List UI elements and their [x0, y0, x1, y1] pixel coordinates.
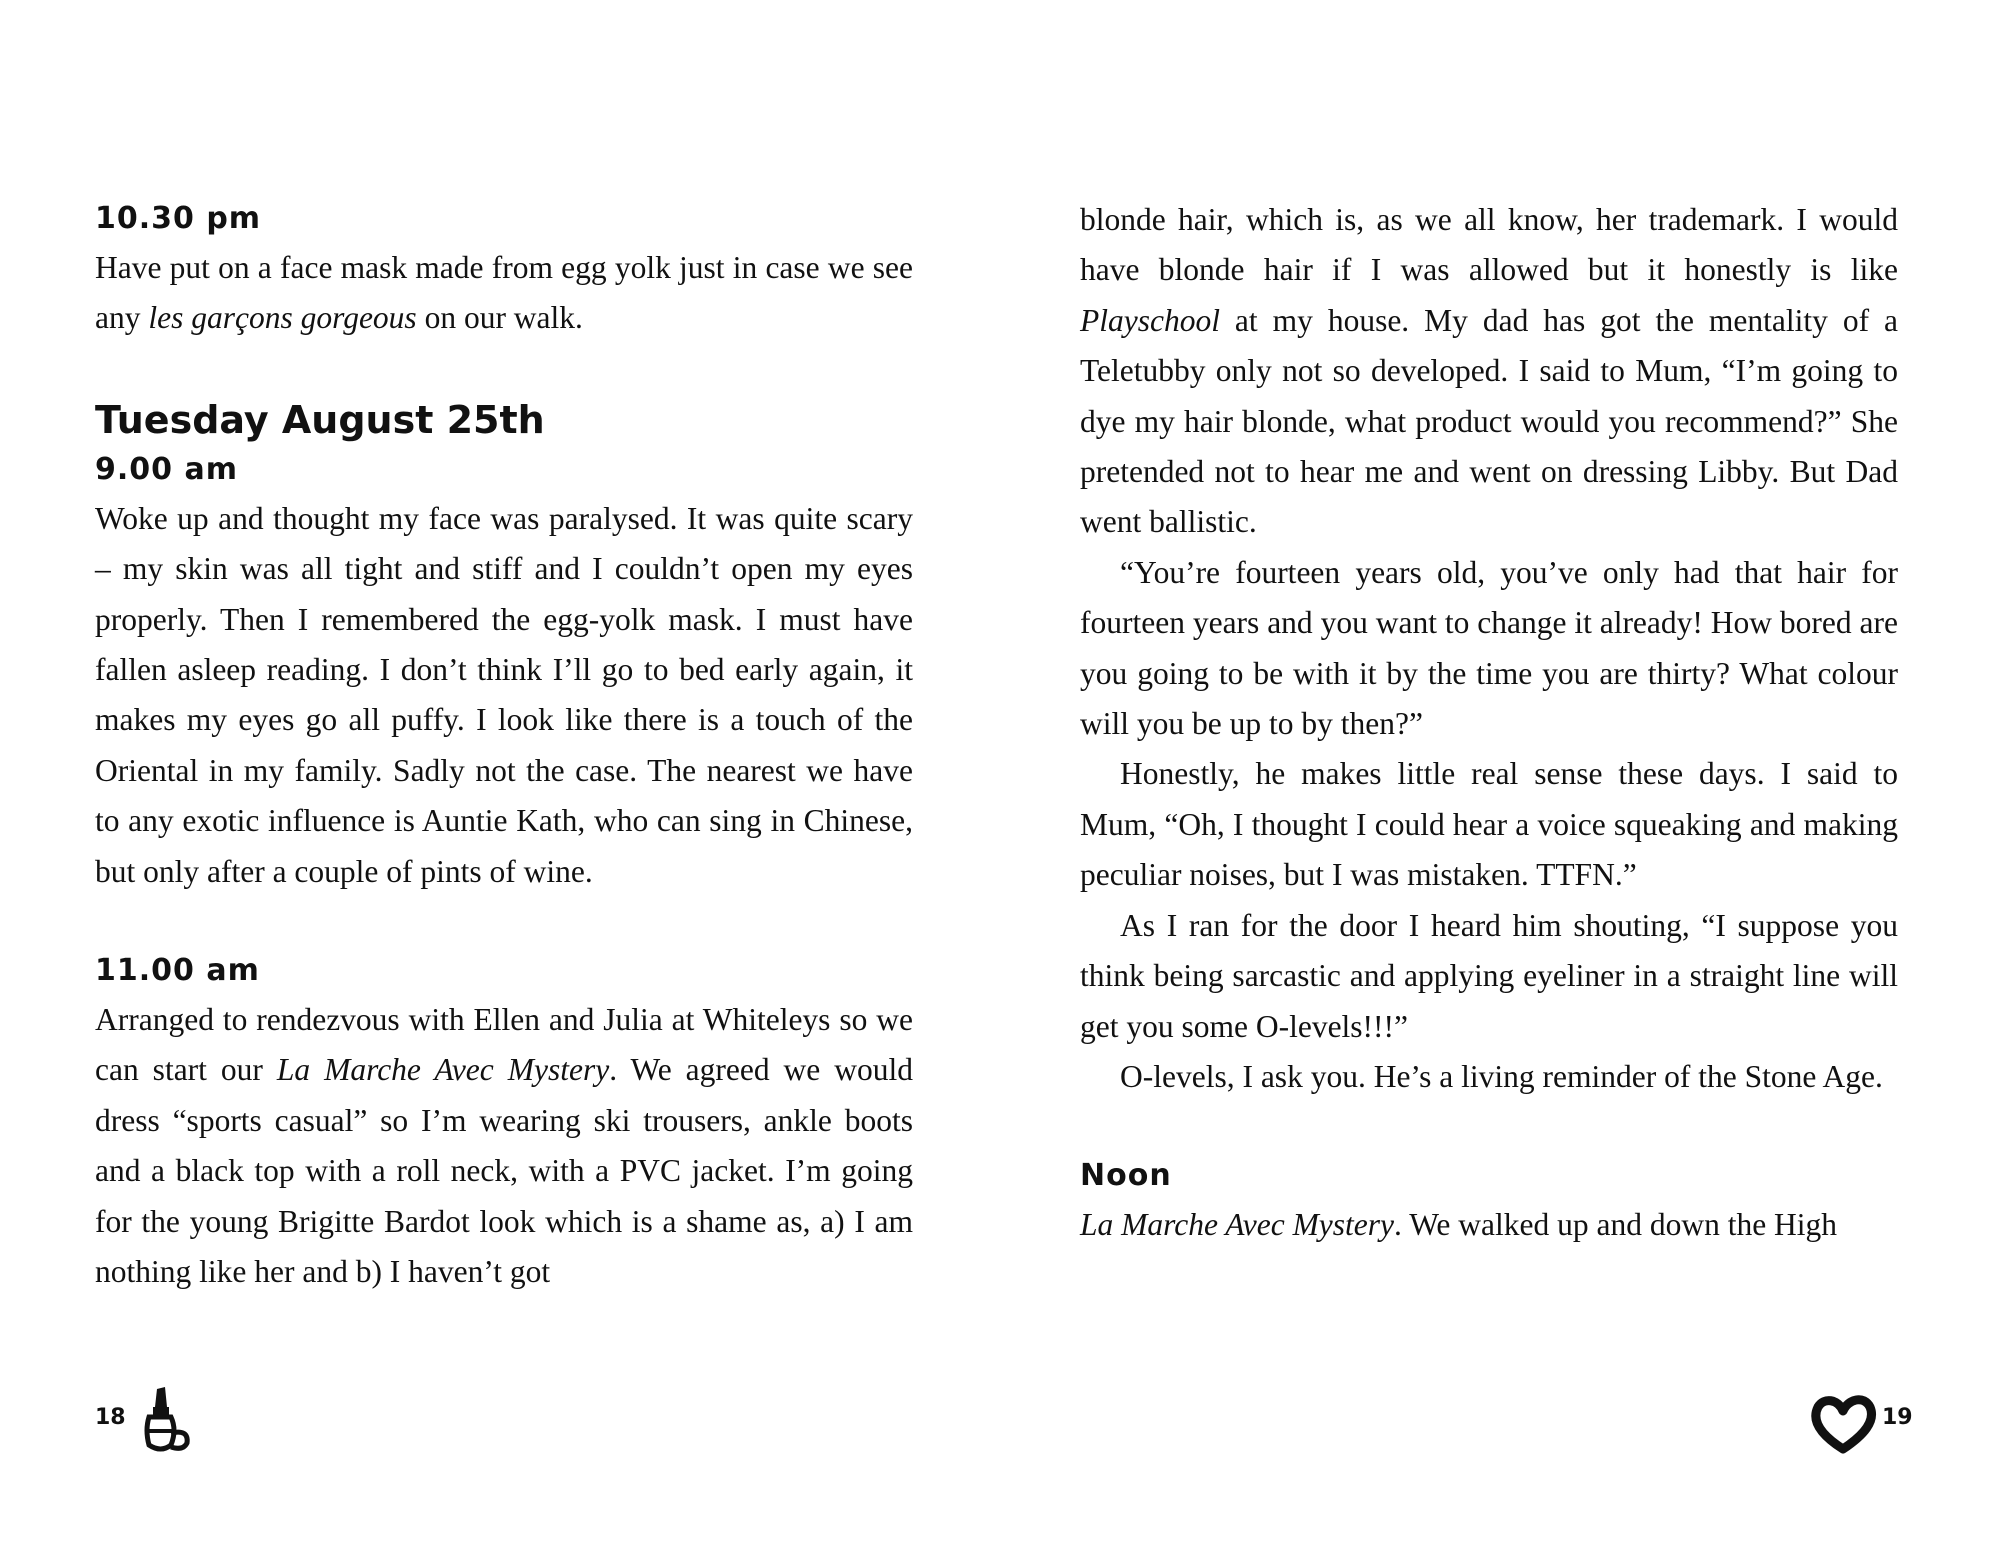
paragraph: Woke up and thought my face was paralysed. It was quite scary – my skin was all tight and stiff and I couldn’t open my eyes properly. Then I remembered the egg-yolk mask. I must have fallen asleep reading. I don’t think I’ll go to bed early again, it makes my eyes go all puffy. I look like there is a touch of the Oriental in my family. Sadly not the case. The nearest we have to any exotic influence is Auntie Kath, who can sing in Chinese, but only after a couple of pints of wine. — [95, 500, 913, 889]
paragraph: Arranged to rendezvous with Ellen and Julia at Whiteleys so we can start our La Marche Avec Mystery. We agreed we would dress “sports casual” so I’m wearing ski trousers, ankle boots and a black top with a roll neck, with a PVC jacket. I’m going for the young Brigitte Bardot look which is a shame as, a) I am nothing like her and b) I haven’t got — [95, 1002, 914, 1290]
paragraph: O-levels, I ask you. He’s a living reminder of the Stone Age. — [1120, 1058, 1883, 1094]
entry-time: 11.00 am — [95, 953, 260, 989]
entry-date: Tuesday August 25th — [95, 397, 545, 442]
entry-time: Noon — [1080, 1158, 1172, 1194]
page-number: 18 — [95, 1405, 126, 1430]
right-page — [1000, 0, 2000, 1566]
italic-title: La Marche Avec Mystery — [276, 1052, 610, 1088]
entry-time: 9.00 am — [95, 451, 238, 487]
paragraph: blonde hair, which is, as we all know, her trademark. I would have blonde hair if I was allowed but it honestly is like Playschool at my house. My dad has got the mentality of a Teletubby only not so developed. I said to Mum, “I’m going to dye my hair blonde, what product would you recommend?” She pretended not to hear me and went on dressing Libby. But Dad went ballistic. — [1080, 202, 1898, 540]
lipstick-icon — [135, 1385, 195, 1455]
italic-title: Playschool — [1080, 302, 1220, 338]
heart-icon — [1808, 1393, 1878, 1455]
paragraph: As I ran for the door I heard him shouting, “I suppose you think being sarcastic and applying eyeliner in a straight line will get you some O-levels!!!” — [1080, 907, 1898, 1044]
left-column — [95, 195, 913, 1298]
italic-title: La Marche Avec Mystery — [1080, 1207, 1395, 1243]
page-number: 19 — [1882, 1405, 1913, 1430]
italic-title: les garçons gorgeous — [148, 300, 417, 336]
paragraph: La Marche Avec Mystery. We walked up and down the High — [1080, 1207, 1838, 1243]
paragraph: “You’re fourteen years old, you’ve only had that hair for fourteen years and you want to change it already! How bored are you going to be with it by the time you are thirty? What colour will you be up to by then?” — [1080, 554, 1898, 742]
entry-time: 10.30 pm — [95, 201, 262, 236]
right-column — [1080, 195, 1898, 1251]
paragraph: Have put on a face mask made from egg yolk just in case we see any les garçons gorgeous on our walk. — [95, 250, 913, 336]
paragraph: Honestly, he makes little real sense these days. I said to Mum, “Oh, I thought I could hear a voice squeaking and making peculiar noises, but I was mistaken. TTFN.” — [1080, 756, 1898, 893]
